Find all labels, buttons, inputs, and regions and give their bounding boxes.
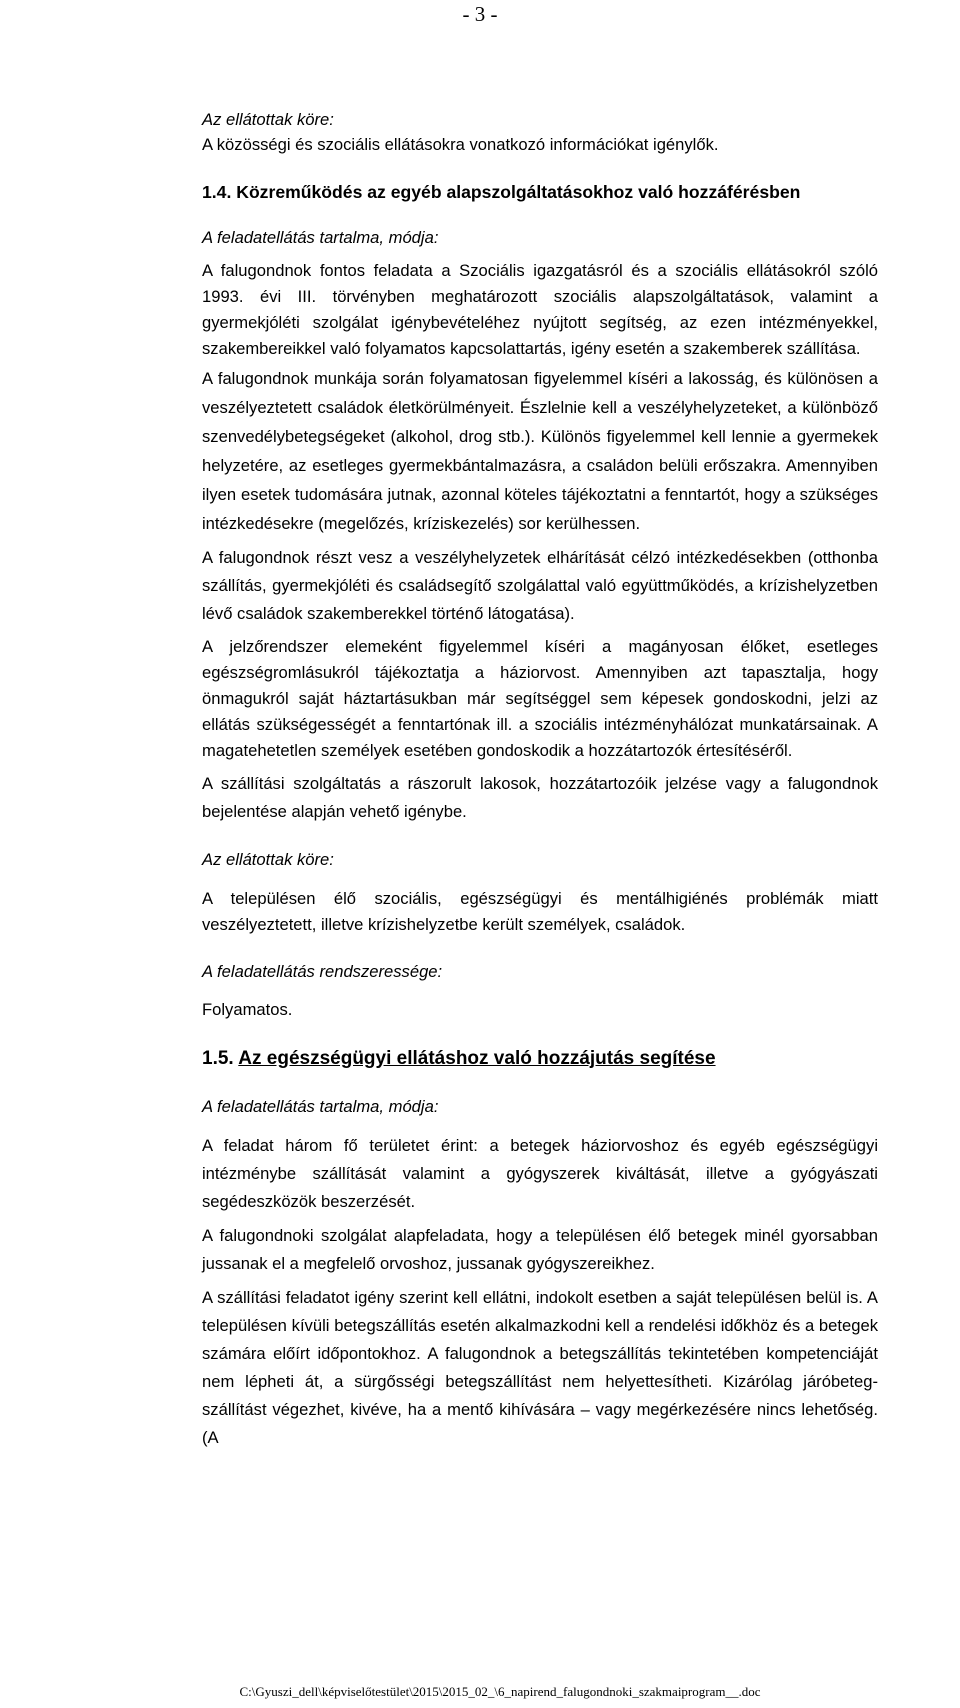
paragraph: A falugondnoki szolgálat alapfeladata, hogy a településen élő betegek minél gyorsabban jussanak el a megfelelő orvoshoz, jussanak gyógyszereikhez. — [202, 1226, 878, 1274]
section-label: A feladatellátás tartalma, módja: — [202, 1096, 439, 1116]
paragraph: Folyamatos. — [202, 999, 293, 1019]
footer-file-path: C:\Gyuszi_dell\képviselőtestület\2015\2015_02_\6_napirend_falugondnoki_szakmaiprogram__.doc — [239, 1684, 761, 1699]
section-label: A feladatellátás tartalma, módja: — [202, 228, 439, 248]
heading-title: Az egészségügyi ellátáshoz való hozzájutás segítése — [238, 1047, 716, 1069]
paragraph: A feladat három fő területet érint: a betegek háziorvoshoz és egyéb egészségügyi intézménybe szállítását valamint a gyógyszerek kiváltását, illetve a gyógyászati segédeszközök beszerzését. — [202, 1136, 878, 1212]
section-label: Az ellátottak köre: — [202, 110, 334, 129]
paragraph: A falugondnok részt vesz a veszélyhelyzetek elhárítását célzó intézkedésekben (otthonba szállítás, gyermekjóléti és családsegítő szolgálattal való együttműködés, a krízishelyzetben lévő családok szakemberekkel történő látogatása). — [202, 548, 878, 624]
paragraph: A szállítási feladatot igény szerint kell ellátni, indokolt esetben a saját településen belül is. A településen kívüli betegszállítás esetén alkalmazkodni kell a rendelési időkhöz és a betegek számára előírt időpontokhoz. A falugondnok a betegszállítás tekintetében kompetenciáját nem lépheti át, a sürgősségi betegszállítást nem helyettesítheti. Kizárólag járóbeteg-szállítást végezhet, kivéve, ha a mentő kihívására – vagy megérkezésére nincs lehetőség. (A — [202, 1288, 878, 1448]
paragraph: A jelzőrendszer elemeként figyelemmel kíséri a magányosan élőket, esetleges egészségromlásukról tájékoztatja a háziorvost. Amennyiben azt tapasztalja, hogy önmagukról saját háztartásukban már segítséggel sem képesek gondoskodni, jelzi az ellátás szükségességét a fenntartónak ill. a szociális intézményhálózat munkatársainak. A magatehetetlen személyek esetében gondoskodik a hozzátartozók értesítéséről. — [202, 637, 878, 761]
paragraph: A falugondnok munkája során folyamatosan figyelemmel kíséri a lakosság, és különösen a veszélyeztetett családok életkörülményeit. Észlelnie kell a veszélyhelyzeteket, a különböző szenvedélybetegségeket (alkohol, drog stb.). Különös figyelemmel kell lennie a gyermekek helyzetére, az esetleges gyermekbántalmazásra, a családon belüli erőszakra. Amennyiben ilyen esetek tudomására jutnak, azonnal köteles tájékoztatni a fenntartót, hogy a szükséges intézkedésekre (megelőzés, kríziskezelés) sor kerülhessen. — [202, 369, 878, 534]
paragraph: A közösségi és szociális ellátásokra vonatkozó információkat igénylők. — [202, 134, 719, 154]
paragraph: A szállítási szolgáltatás a rászorult lakosok, hozzátartozóik jelzése vagy a falugondnok bejelentése alapján vehető igénybe. — [202, 774, 878, 822]
section-label: Az ellátottak köre: — [202, 850, 334, 870]
section-label: A feladatellátás rendszeressége: — [202, 961, 443, 981]
paragraph: A településen élő szociális, egészségügyi és mentálhigiénés problémák miatt veszélyeztetett, illetve krízishelyzetbe került személyek, családok. — [202, 888, 878, 934]
section-heading — [202, 1045, 878, 1073]
paragraph: A falugondnok fontos feladata a Szociális igazgatásról és a szociális ellátásokról szóló 1993. évi III. törvényben meghatározott szociális alapszolgáltatások, valamint a gyermekjóléti szolgálat igénybevételéhez nyújtott segítség, az ezen intézményekkel, szakembereikkel való folyamatos kapcsolattartás, igény esetén a szakemberek szállítása. — [202, 261, 878, 359]
heading-number: 1.5. — [202, 1047, 234, 1069]
section-heading: 1.4. Közreműködés az egyéb alapszolgáltatásokhoz való hozzáférésben — [202, 181, 801, 202]
page-number: - 3 - — [462, 2, 498, 26]
document-body — [202, 108, 878, 1452]
